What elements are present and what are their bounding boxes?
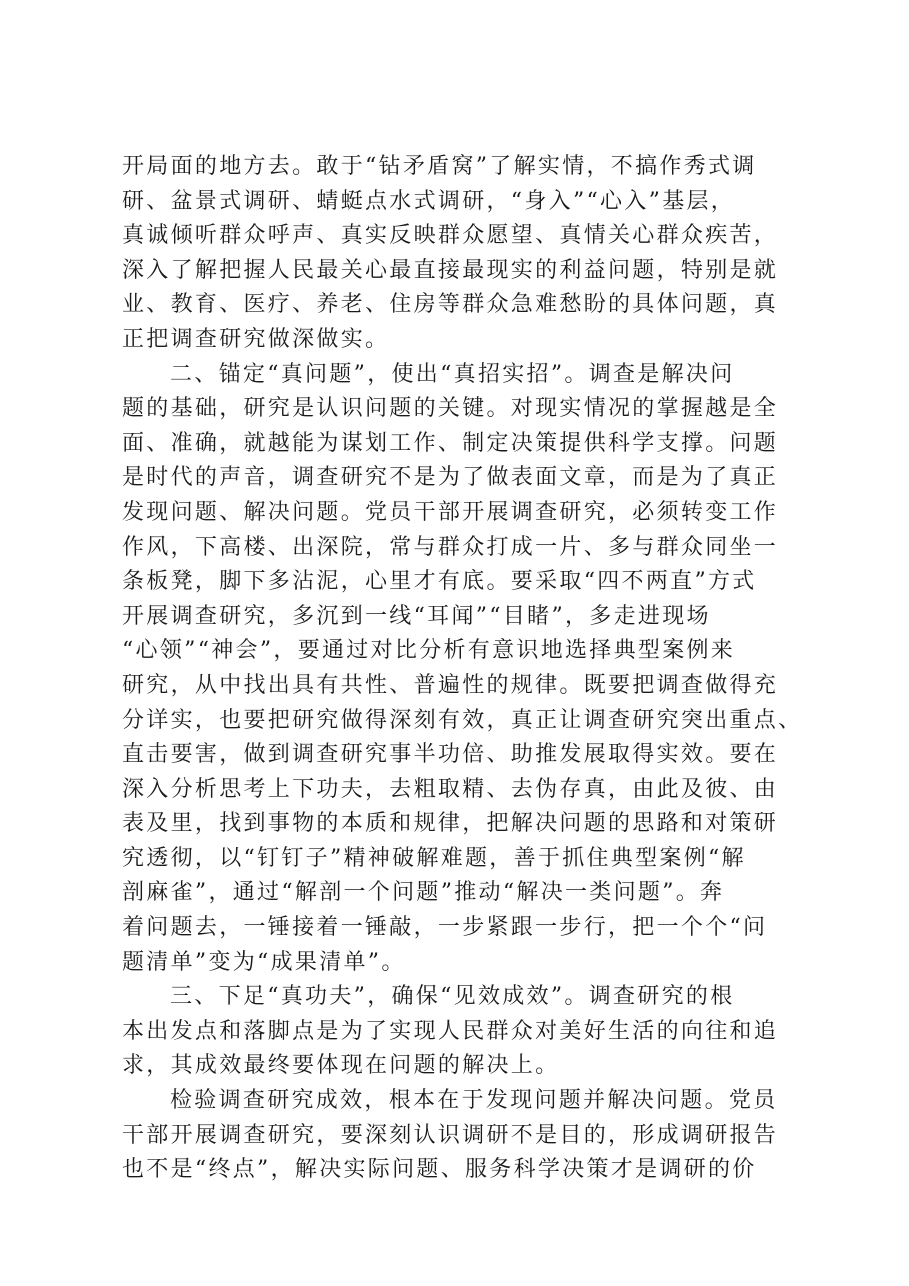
text-line: 正把调查研究做深做实。 — [122, 326, 390, 352]
text-line: 题的基础，研究是认识问题的关键。对现实情况的掌握越是全 — [122, 396, 779, 422]
text-line: 深入了解把握人民最关心最直接最现实的利益问题，特别是就 — [122, 257, 779, 283]
text-line: 本出发点和落脚点是为了实现人民群众对美好生活的向往和追 — [122, 1018, 779, 1044]
text-line: 研究，从中找出具有共性、普遍性的规律。既要把调查做得充 — [122, 672, 779, 698]
text-line: 是时代的声音，调查研究不是为了做表面文章，而是为了真正 — [122, 465, 779, 491]
text-line: 着问题去，一锤接着一锤敲，一步紧跟一步行，把一个个“问 — [122, 915, 768, 941]
text-line: 分详实，也要把研究做得深刻有效，真正让调查研究突出重点、 — [122, 707, 803, 733]
text-line: 干部开展调查研究，要深刻认识调研不是目的，形成调研报告 — [122, 1122, 779, 1148]
paragraph-start: 检验调查研究成效，根本在于发现问题并解决问题。党员 — [170, 1088, 778, 1114]
text-line: 条板凳，脚下多沾泥，心里才有底。要采取“四不两直”方式 — [122, 569, 757, 595]
paragraph-heading-3: 三、下足“真功夫”，确保“见效成效”。调查研究的根 — [170, 984, 735, 1010]
text-line: 面、准确，就越能为谋划工作、制定决策提供科学支撑。问题 — [122, 430, 779, 456]
text-line: 直击要害，做到调查研究事半功倍、助推发展取得实效。要在 — [122, 742, 779, 768]
text-line: 求，其成效最终要体现在问题的解决上。 — [122, 1053, 560, 1079]
text-line: 剖麻雀”，通过“解剖一个问题”推动“解决一类问题”。奔 — [122, 880, 725, 906]
text-line: 研、盆景式调研、蜻蜓点水式调研，“身入”“心入”基层， — [122, 188, 736, 214]
text-line: 开展调查研究，多沉到一线“耳闻”“目睹”，多走进现场 — [122, 603, 711, 629]
text-line: 开局面的地方去。敢于“钻矛盾窝”了解实情，不搞作秀式调 — [122, 154, 757, 179]
text-line: “心领”“神会”，要通过对比分析有意识地选择典型案例来 — [122, 638, 736, 664]
text-line: 题清单”变为“成果清单”。 — [122, 949, 406, 975]
text-line: 发现问题、解决问题。党员干部开展调查研究，必须转变工作 — [122, 499, 779, 525]
body-text — [122, 150, 822, 1188]
text-line: 表及里，找到事物的本质和规律，把解决问题的思路和对策研 — [122, 811, 779, 837]
text-line: 作风，下高楼、出深院，常与群众打成一片、多与群众同坐一 — [122, 534, 779, 560]
text-line: 究透彻，以“钉钉子”精神破解难题，善于抓住典型案例“解 — [122, 845, 746, 871]
text-line: 深入分析思考上下功夫，去粗取精、去伪存真，由此及彼、由 — [122, 776, 779, 802]
text-line: 真诚倾听群众呼声、真实反映群众愿望、真情关心群众疾苦， — [122, 223, 779, 249]
text-line: 也不是“终点”，解决实际问题、服务科学决策才是调研的价 — [122, 1157, 757, 1183]
paragraph-heading-2: 二、锚定“真问题”，使出“真招实招”。调查是解决问 — [170, 361, 735, 387]
text-line: 业、教育、医疗、养老、住房等群众急难愁盼的具体问题，真 — [122, 292, 779, 318]
